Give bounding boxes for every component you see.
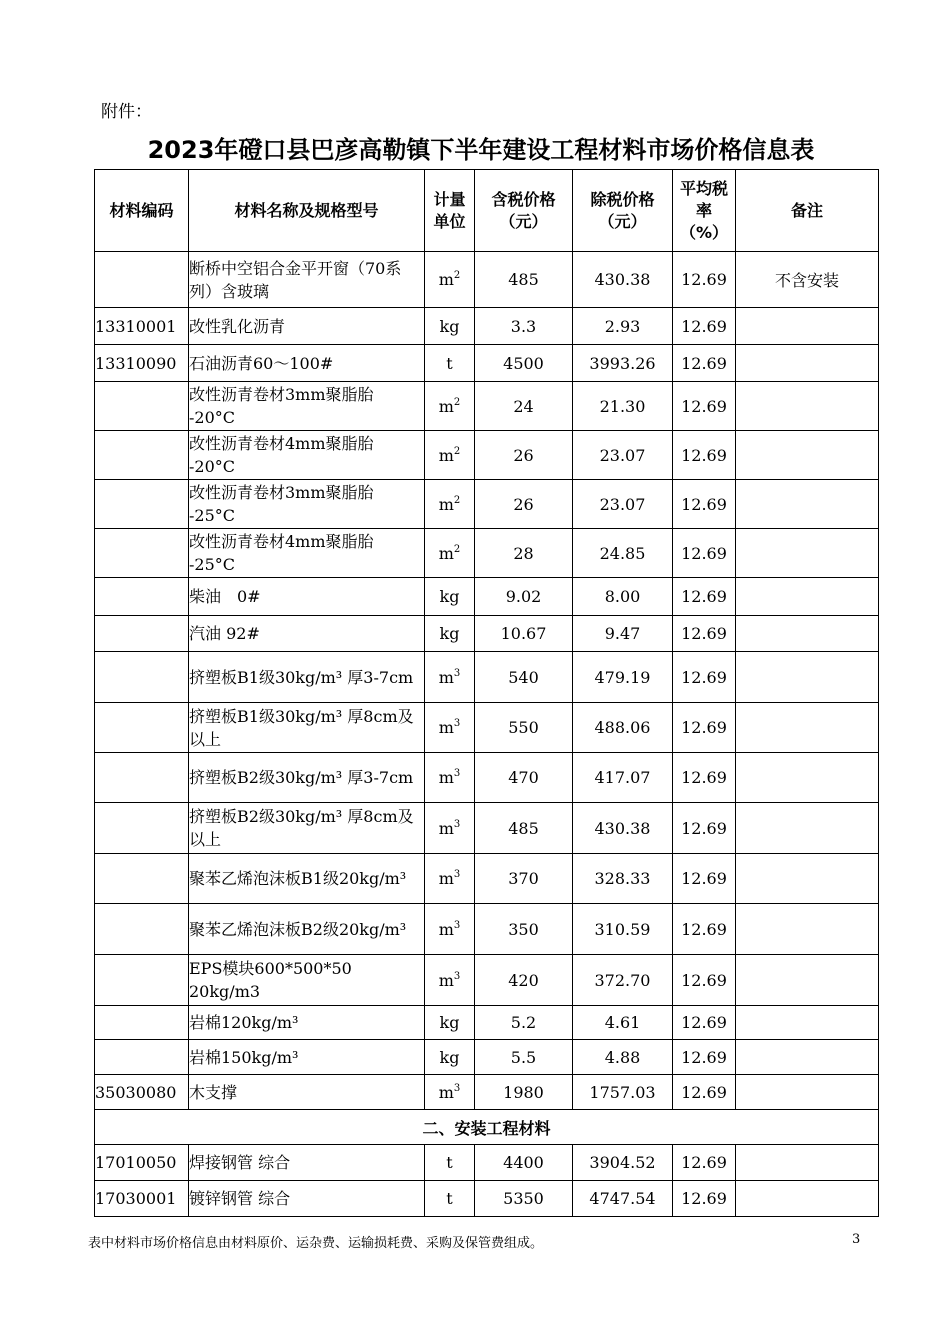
- unit-text: m: [438, 445, 454, 465]
- table-row: [95, 652, 879, 703]
- table-row: [95, 252, 879, 308]
- table-row: [95, 1040, 879, 1075]
- cell-tax-rate: 12.69: [673, 529, 736, 578]
- cell-price-tax: 26: [475, 480, 573, 529]
- cell-tax-rate: 12.69: [673, 955, 736, 1006]
- cell-unit: [425, 854, 475, 904]
- cell-price-tax: 4400: [475, 1145, 573, 1181]
- cell-price-notax: 8.00: [573, 578, 673, 616]
- cell-price-tax: 5.2: [475, 1006, 573, 1040]
- cell-tax-rate: 12.69: [673, 1181, 736, 1217]
- cell-price-tax: 470: [475, 753, 573, 803]
- section-title: 二、安装工程材料: [95, 1110, 879, 1145]
- cell-tax-rate: 12.69: [673, 753, 736, 803]
- cell-price-notax: 430.38: [573, 252, 673, 308]
- unit-exponent: 3: [453, 768, 461, 779]
- cell-price-notax: 1757.03: [573, 1075, 673, 1110]
- cell-code: [95, 431, 189, 480]
- unit-text: kg: [439, 1013, 460, 1032]
- unit-text: t: [446, 1189, 453, 1208]
- cell-name: 挤塑板B1级30kg/m³ 厚3-7cm: [189, 652, 425, 703]
- unit-text: kg: [439, 587, 460, 606]
- footnote: 表中材料市场价格信息由材料原价、运杂费、运输损耗费、采购及保管费组成。: [88, 1236, 544, 1251]
- cell-unit: [425, 616, 475, 652]
- unit-exponent: 3: [453, 919, 461, 931]
- cell-price-tax: 485: [475, 803, 573, 854]
- cell-price-tax: 540: [475, 652, 573, 703]
- unit-text: m: [438, 919, 454, 939]
- table-body-building: [95, 252, 879, 1110]
- table-row: [95, 529, 879, 578]
- cell-price-notax: 417.07: [573, 753, 673, 803]
- cell-unit: [425, 803, 475, 854]
- cell-unit: [425, 652, 475, 703]
- cell-name: 汽油 92#: [189, 616, 425, 652]
- table-row: [95, 345, 879, 382]
- cell-name: 焊接钢管 综合: [189, 1145, 425, 1181]
- cell-tax-rate: 12.69: [673, 480, 736, 529]
- cell-name: 断桥中空铝合金平开窗（70系列）含玻璃: [189, 252, 425, 308]
- cell-tax-rate: 12.69: [673, 308, 736, 345]
- cell-price-notax: 430.38: [573, 803, 673, 854]
- header-price-notax: 除税价格（元）: [573, 170, 673, 252]
- table-row: [95, 703, 879, 753]
- cell-code: [95, 616, 189, 652]
- unit-text: m: [438, 970, 454, 990]
- cell-unit: [425, 431, 475, 480]
- unit-exponent: 3: [453, 1082, 461, 1094]
- cell-tax-rate: 12.69: [673, 1075, 736, 1110]
- cell-name: 挤塑板B1级30kg/m³ 厚8cm及以上: [189, 703, 425, 753]
- table-row: [95, 753, 879, 803]
- cell-tax-rate: 12.69: [673, 854, 736, 904]
- table-row: [95, 1006, 879, 1040]
- cell-unit: [425, 703, 475, 753]
- cell-price-notax: 3904.52: [573, 1145, 673, 1181]
- cell-note: [736, 703, 879, 753]
- cell-code: [95, 382, 189, 431]
- cell-unit: [425, 955, 475, 1006]
- cell-note: [736, 904, 879, 955]
- cell-code: [95, 1040, 189, 1075]
- unit-exponent: 2: [453, 543, 461, 555]
- unit-exponent: 2: [453, 494, 461, 506]
- cell-note: [736, 529, 879, 578]
- cell-price-notax: 24.85: [573, 529, 673, 578]
- table-row: [95, 431, 879, 480]
- unit-text: m: [438, 768, 454, 787]
- cell-tax-rate: 12.69: [673, 431, 736, 480]
- cell-price-tax: 485: [475, 252, 573, 308]
- cell-note: [736, 1145, 879, 1181]
- header-tax-rate: 平均税率（%）: [673, 170, 736, 252]
- unit-text: m: [438, 1082, 454, 1102]
- cell-price-notax: 372.70: [573, 955, 673, 1006]
- cell-tax-rate: 12.69: [673, 578, 736, 616]
- unit-text: kg: [439, 1047, 460, 1067]
- cell-note: [736, 616, 879, 652]
- cell-price-notax: 23.07: [573, 480, 673, 529]
- unit-exponent: 2: [453, 270, 461, 281]
- cell-price-notax: 488.06: [573, 703, 673, 753]
- cell-name: 镀锌钢管 综合: [189, 1181, 425, 1217]
- cell-note: [736, 1181, 879, 1217]
- table-row: [95, 904, 879, 955]
- cell-price-tax: 3.3: [475, 308, 573, 345]
- cell-tax-rate: 12.69: [673, 252, 736, 308]
- unit-exponent: 2: [453, 445, 461, 457]
- cell-note: 不含安装: [736, 252, 879, 308]
- table-header-row: [95, 170, 879, 252]
- cell-price-tax: 5350: [475, 1181, 573, 1217]
- page-title: 2023年磴口县巴彦高勒镇下半年建设工程材料市场价格信息表: [147, 136, 815, 164]
- cell-code: [95, 955, 189, 1006]
- unit-exponent: 3: [453, 869, 461, 880]
- cell-note: [736, 382, 879, 431]
- cell-price-tax: 4500: [475, 345, 573, 382]
- unit-exponent: 3: [453, 970, 461, 982]
- cell-price-tax: 350: [475, 904, 573, 955]
- unit-text: kg: [439, 316, 460, 336]
- cell-name: 柴油 0#: [189, 578, 425, 616]
- unit-text: m: [438, 494, 454, 514]
- table-row: [95, 382, 879, 431]
- cell-name: 改性沥青卷材3mm聚脂胎 -25°C: [189, 480, 425, 529]
- table-row: [95, 578, 879, 616]
- cell-code: [95, 529, 189, 578]
- cell-tax-rate: 12.69: [673, 652, 736, 703]
- cell-code: [95, 854, 189, 904]
- cell-note: [736, 803, 879, 854]
- cell-code: [95, 753, 189, 803]
- cell-tax-rate: 12.69: [673, 382, 736, 431]
- cell-price-notax: 310.59: [573, 904, 673, 955]
- table-row: [95, 803, 879, 854]
- unit-exponent: 2: [453, 396, 461, 408]
- cell-unit: [425, 753, 475, 803]
- cell-price-tax: 26: [475, 431, 573, 480]
- cell-code: 17010050: [95, 1145, 189, 1181]
- cell-note: [736, 480, 879, 529]
- unit-exponent: 3: [453, 718, 461, 729]
- cell-price-notax: 4.88: [573, 1040, 673, 1075]
- cell-price-tax: 24: [475, 382, 573, 431]
- cell-tax-rate: 12.69: [673, 1006, 736, 1040]
- cell-price-tax: 1980: [475, 1075, 573, 1110]
- unit-text: m: [438, 270, 454, 289]
- price-table: [94, 169, 879, 1217]
- cell-code: [95, 480, 189, 529]
- cell-unit: [425, 1040, 475, 1075]
- cell-note: [736, 578, 879, 616]
- cell-name: EPS模块600*500*50 20kg/m3: [189, 955, 425, 1006]
- cell-unit: [425, 1181, 475, 1217]
- cell-code: [95, 803, 189, 854]
- cell-note: [736, 1006, 879, 1040]
- attachment-label: 附件：: [101, 102, 152, 122]
- cell-name: 改性沥青卷材4mm聚脂胎 -20°C: [189, 431, 425, 480]
- cell-unit: [425, 308, 475, 345]
- cell-note: [736, 955, 879, 1006]
- cell-tax-rate: 12.69: [673, 345, 736, 382]
- unit-text: t: [446, 1153, 453, 1172]
- cell-note: [736, 308, 879, 345]
- cell-price-tax: 28: [475, 529, 573, 578]
- cell-price-tax: 370: [475, 854, 573, 904]
- cell-unit: [425, 480, 475, 529]
- cell-price-tax: 420: [475, 955, 573, 1006]
- unit-text: m: [438, 543, 454, 563]
- cell-code: [95, 252, 189, 308]
- cell-price-notax: 4747.54: [573, 1181, 673, 1217]
- unit-text: kg: [439, 624, 460, 643]
- page-number: 3: [852, 1232, 861, 1247]
- header-note: 备注: [736, 170, 879, 252]
- cell-unit: [425, 578, 475, 616]
- cell-tax-rate: 12.69: [673, 616, 736, 652]
- cell-unit: [425, 529, 475, 578]
- cell-code: 17030001: [95, 1181, 189, 1217]
- table-body-install: [95, 1145, 879, 1217]
- cell-code: [95, 578, 189, 616]
- cell-name: 木支撑: [189, 1075, 425, 1110]
- cell-name: 聚苯乙烯泡沫板B1级20kg/m³: [189, 854, 425, 904]
- cell-note: [736, 345, 879, 382]
- section-row-container: [95, 1110, 879, 1145]
- cell-name: 石油沥青60～100#: [189, 345, 425, 382]
- cell-code: [95, 1006, 189, 1040]
- cell-note: [736, 854, 879, 904]
- cell-tax-rate: 12.69: [673, 1040, 736, 1075]
- cell-tax-rate: 12.69: [673, 803, 736, 854]
- unit-text: m: [438, 869, 454, 888]
- unit-text: m: [438, 818, 454, 838]
- cell-tax-rate: 12.69: [673, 904, 736, 955]
- cell-unit: [425, 252, 475, 308]
- cell-price-notax: 9.47: [573, 616, 673, 652]
- cell-name: 改性乳化沥青: [189, 308, 425, 345]
- cell-price-notax: 328.33: [573, 854, 673, 904]
- cell-code: [95, 703, 189, 753]
- section-row: [95, 1110, 879, 1145]
- cell-price-notax: 21.30: [573, 382, 673, 431]
- table-row: [95, 1145, 879, 1181]
- cell-price-notax: 479.19: [573, 652, 673, 703]
- cell-unit: [425, 382, 475, 431]
- header-price-tax: 含税价格（元）: [475, 170, 573, 252]
- cell-note: [736, 1040, 879, 1075]
- header-code: 材料编码: [95, 170, 189, 252]
- cell-price-notax: 23.07: [573, 431, 673, 480]
- cell-name: 改性沥青卷材3mm聚脂胎 -20°C: [189, 382, 425, 431]
- cell-unit: [425, 1145, 475, 1181]
- cell-code: [95, 904, 189, 955]
- unit-exponent: 3: [453, 818, 461, 830]
- table-row: [95, 1075, 879, 1110]
- cell-price-tax: 5.5: [475, 1040, 573, 1075]
- cell-note: [736, 1075, 879, 1110]
- table-row: [95, 854, 879, 904]
- cell-unit: [425, 345, 475, 382]
- table-row: [95, 955, 879, 1006]
- table-row: [95, 308, 879, 345]
- cell-code: 13310090: [95, 345, 189, 382]
- table-row: [95, 616, 879, 652]
- cell-name: 挤塑板B2级30kg/m³ 厚8cm及以上: [189, 803, 425, 854]
- table-row: [95, 1181, 879, 1217]
- header-name: 材料名称及规格型号: [189, 170, 425, 252]
- cell-unit: [425, 1075, 475, 1110]
- unit-text: m: [438, 667, 454, 687]
- cell-code: 35030080: [95, 1075, 189, 1110]
- unit-exponent: 3: [453, 667, 461, 679]
- cell-note: [736, 652, 879, 703]
- cell-price-tax: 550: [475, 703, 573, 753]
- unit-text: m: [438, 718, 454, 737]
- cell-price-notax: 4.61: [573, 1006, 673, 1040]
- cell-tax-rate: 12.69: [673, 703, 736, 753]
- unit-text: t: [446, 353, 453, 373]
- cell-unit: [425, 1006, 475, 1040]
- cell-note: [736, 431, 879, 480]
- cell-name: 挤塑板B2级30kg/m³ 厚3-7cm: [189, 753, 425, 803]
- cell-code: 13310001: [95, 308, 189, 345]
- header-unit: 计量单位: [425, 170, 475, 252]
- cell-code: [95, 652, 189, 703]
- cell-name: 聚苯乙烯泡沫板B2级20kg/m³: [189, 904, 425, 955]
- unit-text: m: [438, 396, 454, 416]
- cell-price-notax: 2.93: [573, 308, 673, 345]
- cell-note: [736, 753, 879, 803]
- cell-name: 岩棉150kg/m³: [189, 1040, 425, 1075]
- cell-name: 岩棉120kg/m³: [189, 1006, 425, 1040]
- cell-price-tax: 9.02: [475, 578, 573, 616]
- cell-name: 改性沥青卷材4mm聚脂胎 -25°C: [189, 529, 425, 578]
- cell-price-tax: 10.67: [475, 616, 573, 652]
- cell-tax-rate: 12.69: [673, 1145, 736, 1181]
- cell-price-notax: 3993.26: [573, 345, 673, 382]
- cell-unit: [425, 904, 475, 955]
- table-row: [95, 480, 879, 529]
